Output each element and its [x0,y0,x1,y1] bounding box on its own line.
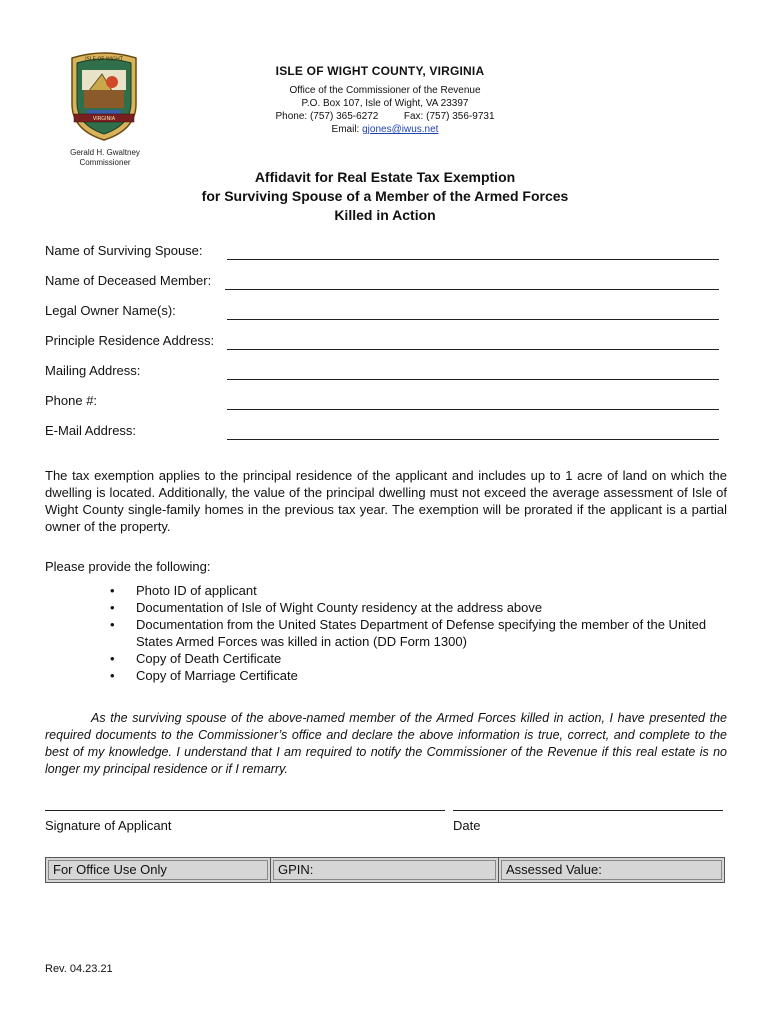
commissioner-title: Commissioner [79,158,131,167]
office-fax: Fax: (757) 356-9731 [403,111,495,122]
email-label: Email: [331,124,360,135]
field-label: Legal Owner Name(s): [45,303,176,318]
email-input-line[interactable] [227,439,719,440]
seal-text-bottom: VIRGINIA [92,116,116,122]
mailing-address-input-line[interactable] [227,379,719,380]
title-line-3: Killed in Action [334,207,436,223]
list-item [110,650,710,667]
office-name: Office of the Commissioner of the Revenue [289,85,481,96]
requirements-list [110,582,710,684]
deceased-member-input-line[interactable] [225,289,719,290]
field-label: Name of Deceased Member: [45,273,212,288]
date-label: Date [453,818,481,833]
county-name: ISLE OF WIGHT COUNTY, VIRGINIA [275,64,485,78]
list-item-text: Copy of Marriage Certificate [136,668,298,683]
commissioner-name: Gerald H. Gwaltney [70,148,140,157]
field-label: Phone #: [45,393,98,408]
revision-label: Rev. 04.23.21 [45,963,113,975]
field-deceased-member [45,273,725,293]
email-link[interactable]: gjones@iwus.net [362,124,439,135]
bullet-icon: • [110,600,115,615]
surviving-spouse-input-line[interactable] [227,259,719,260]
requirements-intro: Please provide the following: [45,559,211,574]
list-item-text: Photo ID of applicant [136,583,257,598]
list-item [110,667,710,684]
list-item [110,599,710,616]
signature-input-line[interactable] [45,810,445,811]
gpin-label: GPIN: [278,862,314,877]
list-item [110,616,710,650]
phone-input-line[interactable] [227,409,719,410]
bullet-icon: • [110,617,115,632]
field-label: Principle Residence Address: [45,333,215,348]
office-contact-block [240,84,530,136]
field-residence-address [45,333,725,353]
bullet-icon: • [110,651,115,666]
list-item [110,582,710,599]
office-use-table [45,857,725,883]
exemption-paragraph: The tax exemption applies to the principal residence of the applicant and includes up to 1 acre of land on which the dwelling is located. Additionally, the value of the principal dwelling must not exceed the average assessment of Isle of Wight County single-family homes in the previous tax year. The exemption will be prorated if the applicant is a partial owner of the property. [45,468,727,534]
email-line [240,123,530,136]
list-item-text: Documentation of Isle of Wight County residency at the address above [136,600,543,615]
office-address: P.O. Box 107, Isle of Wight, VA 23397 [301,98,469,109]
signature-label: Signature of Applicant [45,818,172,833]
title-line-1: Affidavit for Real Estate Tax Exemption [254,169,516,185]
field-phone [45,393,725,413]
field-email [45,423,725,443]
residence-address-input-line[interactable] [227,349,719,350]
legal-owner-input-line[interactable] [227,319,719,320]
bullet-icon: • [110,583,115,598]
field-label: Mailing Address: [45,363,141,378]
field-label: Name of Surviving Spouse: [45,243,203,258]
gpin-cell[interactable] [271,858,499,882]
document-title [150,168,620,225]
declaration-paragraph: As the surviving spouse of the above-named member of the Armed Forces killed in action, I have presented the required documents to the Commissioner’s office and declare the above information is true, correct, and complete to the best of my knowledge. I understand that I am required to notify the Commissioner of the Revenue if this real estate is no longer my principal residence or if I remarry. [45,711,727,776]
county-name-container [0,64,760,78]
field-mailing-address [45,363,725,383]
field-surviving-spouse [45,243,725,263]
bullet-icon: • [110,668,115,683]
seal-text-top: ISLE OF WIGHT [85,56,123,63]
assessed-value-label: Assessed Value: [506,862,602,877]
list-item-text: Copy of Death Certificate [136,651,282,666]
phone-fax-line [240,110,530,123]
date-input-line[interactable] [453,810,723,811]
list-item-text: Documentation from the United States Department of Defense specifying the member of the United States Armed Forces was killed in action (DD Form 1300) [136,617,707,649]
field-legal-owner [45,303,725,323]
office-use-label: For Office Use Only [53,862,167,877]
office-use-cell [46,858,271,882]
commissioner-block [60,148,150,168]
field-label: E-Mail Address: [45,423,137,438]
office-phone: Phone: (757) 365-6272 [275,111,379,122]
assessed-value-cell[interactable] [499,858,724,882]
title-line-2: for Surviving Spouse of a Member of the Armed Forces [201,188,569,204]
